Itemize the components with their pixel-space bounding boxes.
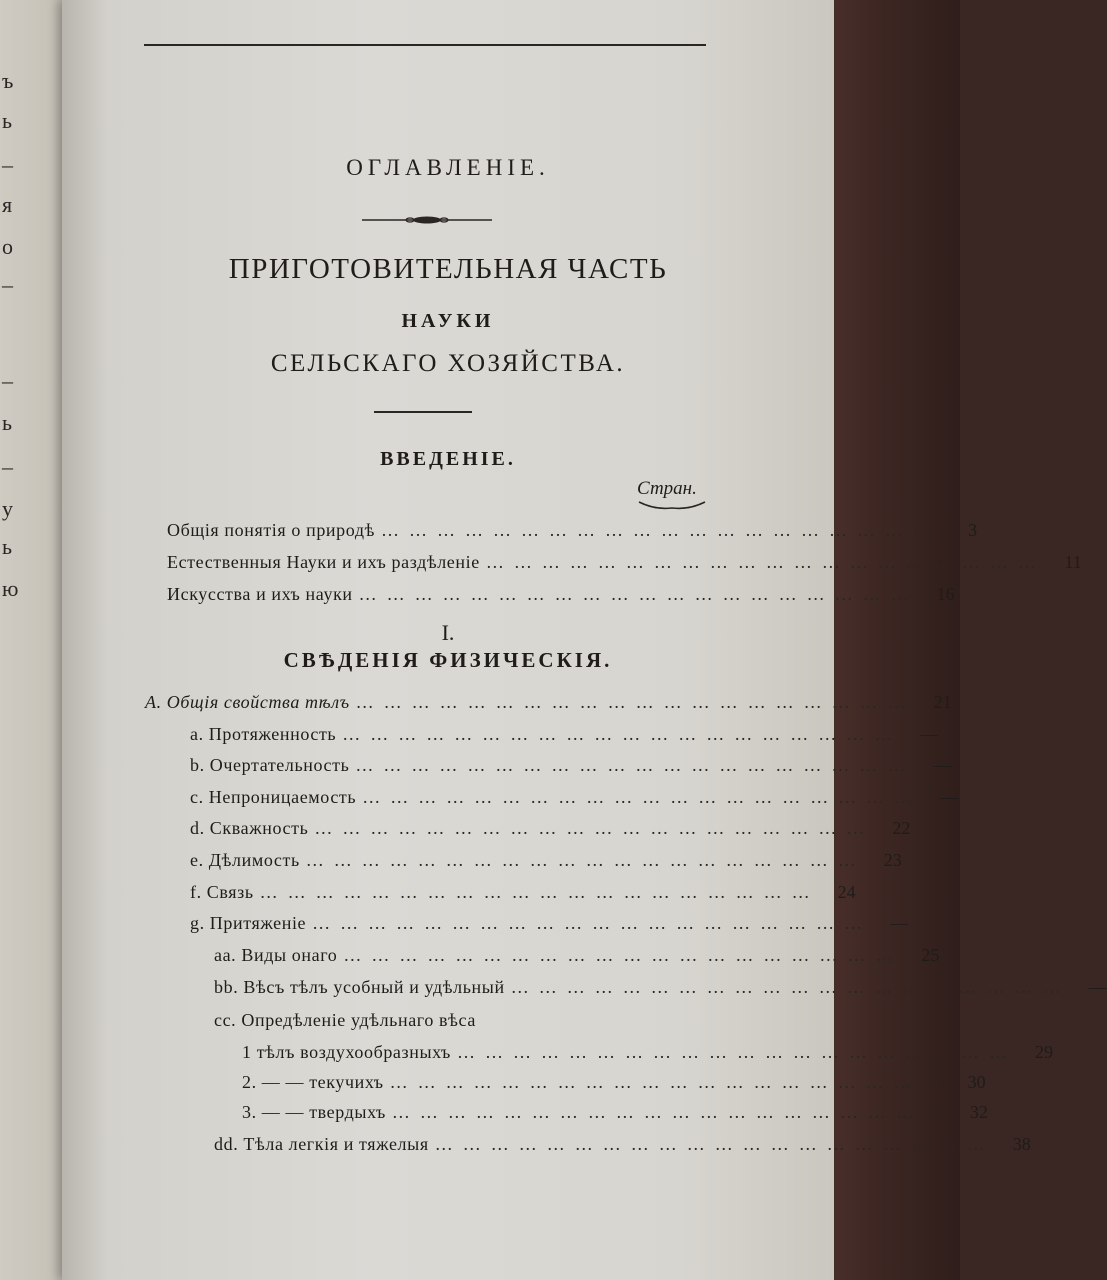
prev-page-fragment: – bbox=[2, 272, 13, 297]
toc-entry bbox=[214, 1010, 715, 1031]
leader-dots: …………………………………………………… bbox=[380, 520, 941, 540]
toc-entry bbox=[214, 977, 1107, 998]
leader-dots: …………………………………………………… bbox=[312, 913, 873, 933]
leader-dots: …………………………………………………… bbox=[343, 945, 904, 965]
toc-entry-page: — bbox=[1088, 977, 1107, 997]
toc-entry-text: А. Общiя свойства тѣлъ bbox=[145, 692, 350, 712]
toc-entry bbox=[190, 913, 909, 934]
brace-icon bbox=[637, 500, 707, 512]
leader-dots: …………………………………………………… bbox=[305, 850, 866, 870]
toc-entry-text: f. Связь bbox=[190, 882, 254, 902]
toc-entry-text: d. Скважность bbox=[190, 818, 309, 838]
toc-entry bbox=[145, 692, 952, 713]
toc-entry-text: c. Непроницаемость bbox=[190, 787, 357, 807]
toc-entry bbox=[242, 1072, 986, 1093]
toc-entry-page: 21 bbox=[933, 692, 952, 712]
toc-entry bbox=[190, 850, 902, 871]
top-rule bbox=[144, 44, 706, 46]
toc-entry-text: cc. Опредѣленiе удѣльнаго вѣса bbox=[214, 1010, 476, 1030]
toc-entry-page: 11 bbox=[1064, 552, 1082, 572]
ornament-divider-icon bbox=[362, 215, 492, 225]
toc-entry-text: g. Притяженiе bbox=[190, 913, 307, 933]
leader-dots: …………………………………………………… bbox=[362, 787, 923, 807]
prev-page-fragment: я bbox=[2, 192, 13, 217]
toc-entry-text: 3. — — твердыхъ bbox=[242, 1102, 386, 1122]
leader-dots: …………………………………………………… bbox=[456, 1042, 1017, 1062]
toc-entry-page: — bbox=[933, 755, 952, 775]
toc-entry bbox=[190, 818, 911, 839]
toc-entry-text: 2. — — текучихъ bbox=[242, 1072, 384, 1092]
toc-entry-page: 24 bbox=[837, 882, 856, 902]
toc-entry-page: 22 bbox=[892, 818, 911, 838]
toc-entry bbox=[190, 787, 959, 808]
prev-page-fragment: ь bbox=[2, 534, 13, 559]
middle-rule bbox=[374, 411, 472, 413]
part-subtitle: НАУКИ bbox=[401, 310, 495, 332]
toc-entry bbox=[190, 724, 939, 745]
toc-entry-page: — bbox=[920, 724, 939, 744]
leader-dots: …………………………………………………… bbox=[259, 882, 820, 902]
toc-entry bbox=[167, 584, 955, 605]
prev-page-fragment: у bbox=[2, 496, 13, 521]
toc-entry bbox=[214, 945, 940, 966]
toc-entry bbox=[242, 1042, 1053, 1063]
prev-page-fragment: – bbox=[2, 152, 13, 177]
leader-dots: …………………………………………………… bbox=[342, 724, 903, 744]
toc-entry-page: 38 bbox=[1012, 1134, 1031, 1154]
toc-entry-text: 1 тѣлъ воздухообразныхъ bbox=[242, 1042, 451, 1062]
toc-entry-page: 3 bbox=[967, 520, 977, 540]
prev-page-fragment: – bbox=[2, 454, 13, 479]
toc-entry-text: b. Очертательность bbox=[190, 755, 350, 775]
leader-dots: …………………………………………………… bbox=[355, 755, 916, 775]
leader-dots: …………………………………………………… bbox=[485, 552, 1046, 572]
toc-entry-page: 32 bbox=[969, 1102, 988, 1122]
prev-page-fragment: – bbox=[2, 368, 13, 393]
prev-page-fragment: ю bbox=[2, 576, 19, 601]
toc-entry-text: dd. Тѣла легкiя и тяжелыя bbox=[214, 1134, 429, 1154]
toc-entry-page: 30 bbox=[967, 1072, 986, 1092]
toc-entry-text: bb. Вѣсъ тѣлъ усобный и удѣльный bbox=[214, 977, 505, 997]
toc-entry bbox=[242, 1102, 988, 1123]
prev-page-fragment: ь bbox=[2, 108, 13, 133]
prev-page-fragment: ь bbox=[2, 410, 13, 435]
leader-dots: …………………………………………………… bbox=[391, 1102, 952, 1122]
prev-page-fragment: ъ bbox=[2, 68, 14, 93]
toc-entry-text: Естественныя Науки и ихъ раздѣленiе bbox=[167, 552, 480, 572]
toc-entry bbox=[167, 552, 1082, 573]
leader-dots: …………………………………………………… bbox=[314, 818, 875, 838]
contents-page bbox=[62, 0, 1107, 1280]
leader-dots: …………………………………………………… bbox=[510, 977, 1071, 997]
part-title: ПРИГОТОВИТЕЛЬНАЯ ЧАСТЬ bbox=[228, 253, 668, 285]
toc-entry-page: 29 bbox=[1034, 1042, 1053, 1062]
part-subtitle-2: СЕЛЬСКАГО ХОЗЯЙСТВА. bbox=[270, 350, 626, 377]
page-column-label: Стран. bbox=[637, 478, 697, 499]
toc-entry-text: aa. Виды онаго bbox=[214, 945, 338, 965]
leader-dots: …………………………………………………… bbox=[434, 1134, 995, 1154]
toc-entry-text: Искусства и ихъ науки bbox=[167, 584, 353, 604]
toc-entry-text: a. Протяженность bbox=[190, 724, 337, 744]
toc-entry-page: — bbox=[940, 787, 959, 807]
toc-entry-text: Общiя понятiя о природѣ bbox=[167, 520, 375, 540]
toc-entry-page: 16 bbox=[936, 584, 955, 604]
toc-entry-page: 23 bbox=[883, 850, 902, 870]
prev-page-fragment: о bbox=[2, 234, 13, 259]
section-number: I. bbox=[441, 620, 455, 645]
toc-entry bbox=[190, 755, 952, 776]
toc-entry bbox=[190, 882, 856, 903]
introduction-heading: ВВЕДЕНIЕ. bbox=[380, 448, 516, 470]
section-title: СВѢДЕНIЯ ФИЗИЧЕСКIЯ. bbox=[283, 648, 613, 672]
toc-entry-page: — bbox=[890, 913, 909, 933]
toc-entry-page: 25 bbox=[921, 945, 940, 965]
toc-entry bbox=[167, 520, 977, 541]
toc-title: ОГЛАВЛЕНIЕ. bbox=[346, 155, 550, 180]
leader-dots: …………………………………………………… bbox=[355, 692, 916, 712]
toc-entry bbox=[214, 1134, 1031, 1155]
toc-entry-text: e. Дѣлимость bbox=[190, 850, 300, 870]
leader-dots: …………………………………………………… bbox=[389, 1072, 950, 1092]
leader-dots: …………………………………………………… bbox=[358, 584, 919, 604]
